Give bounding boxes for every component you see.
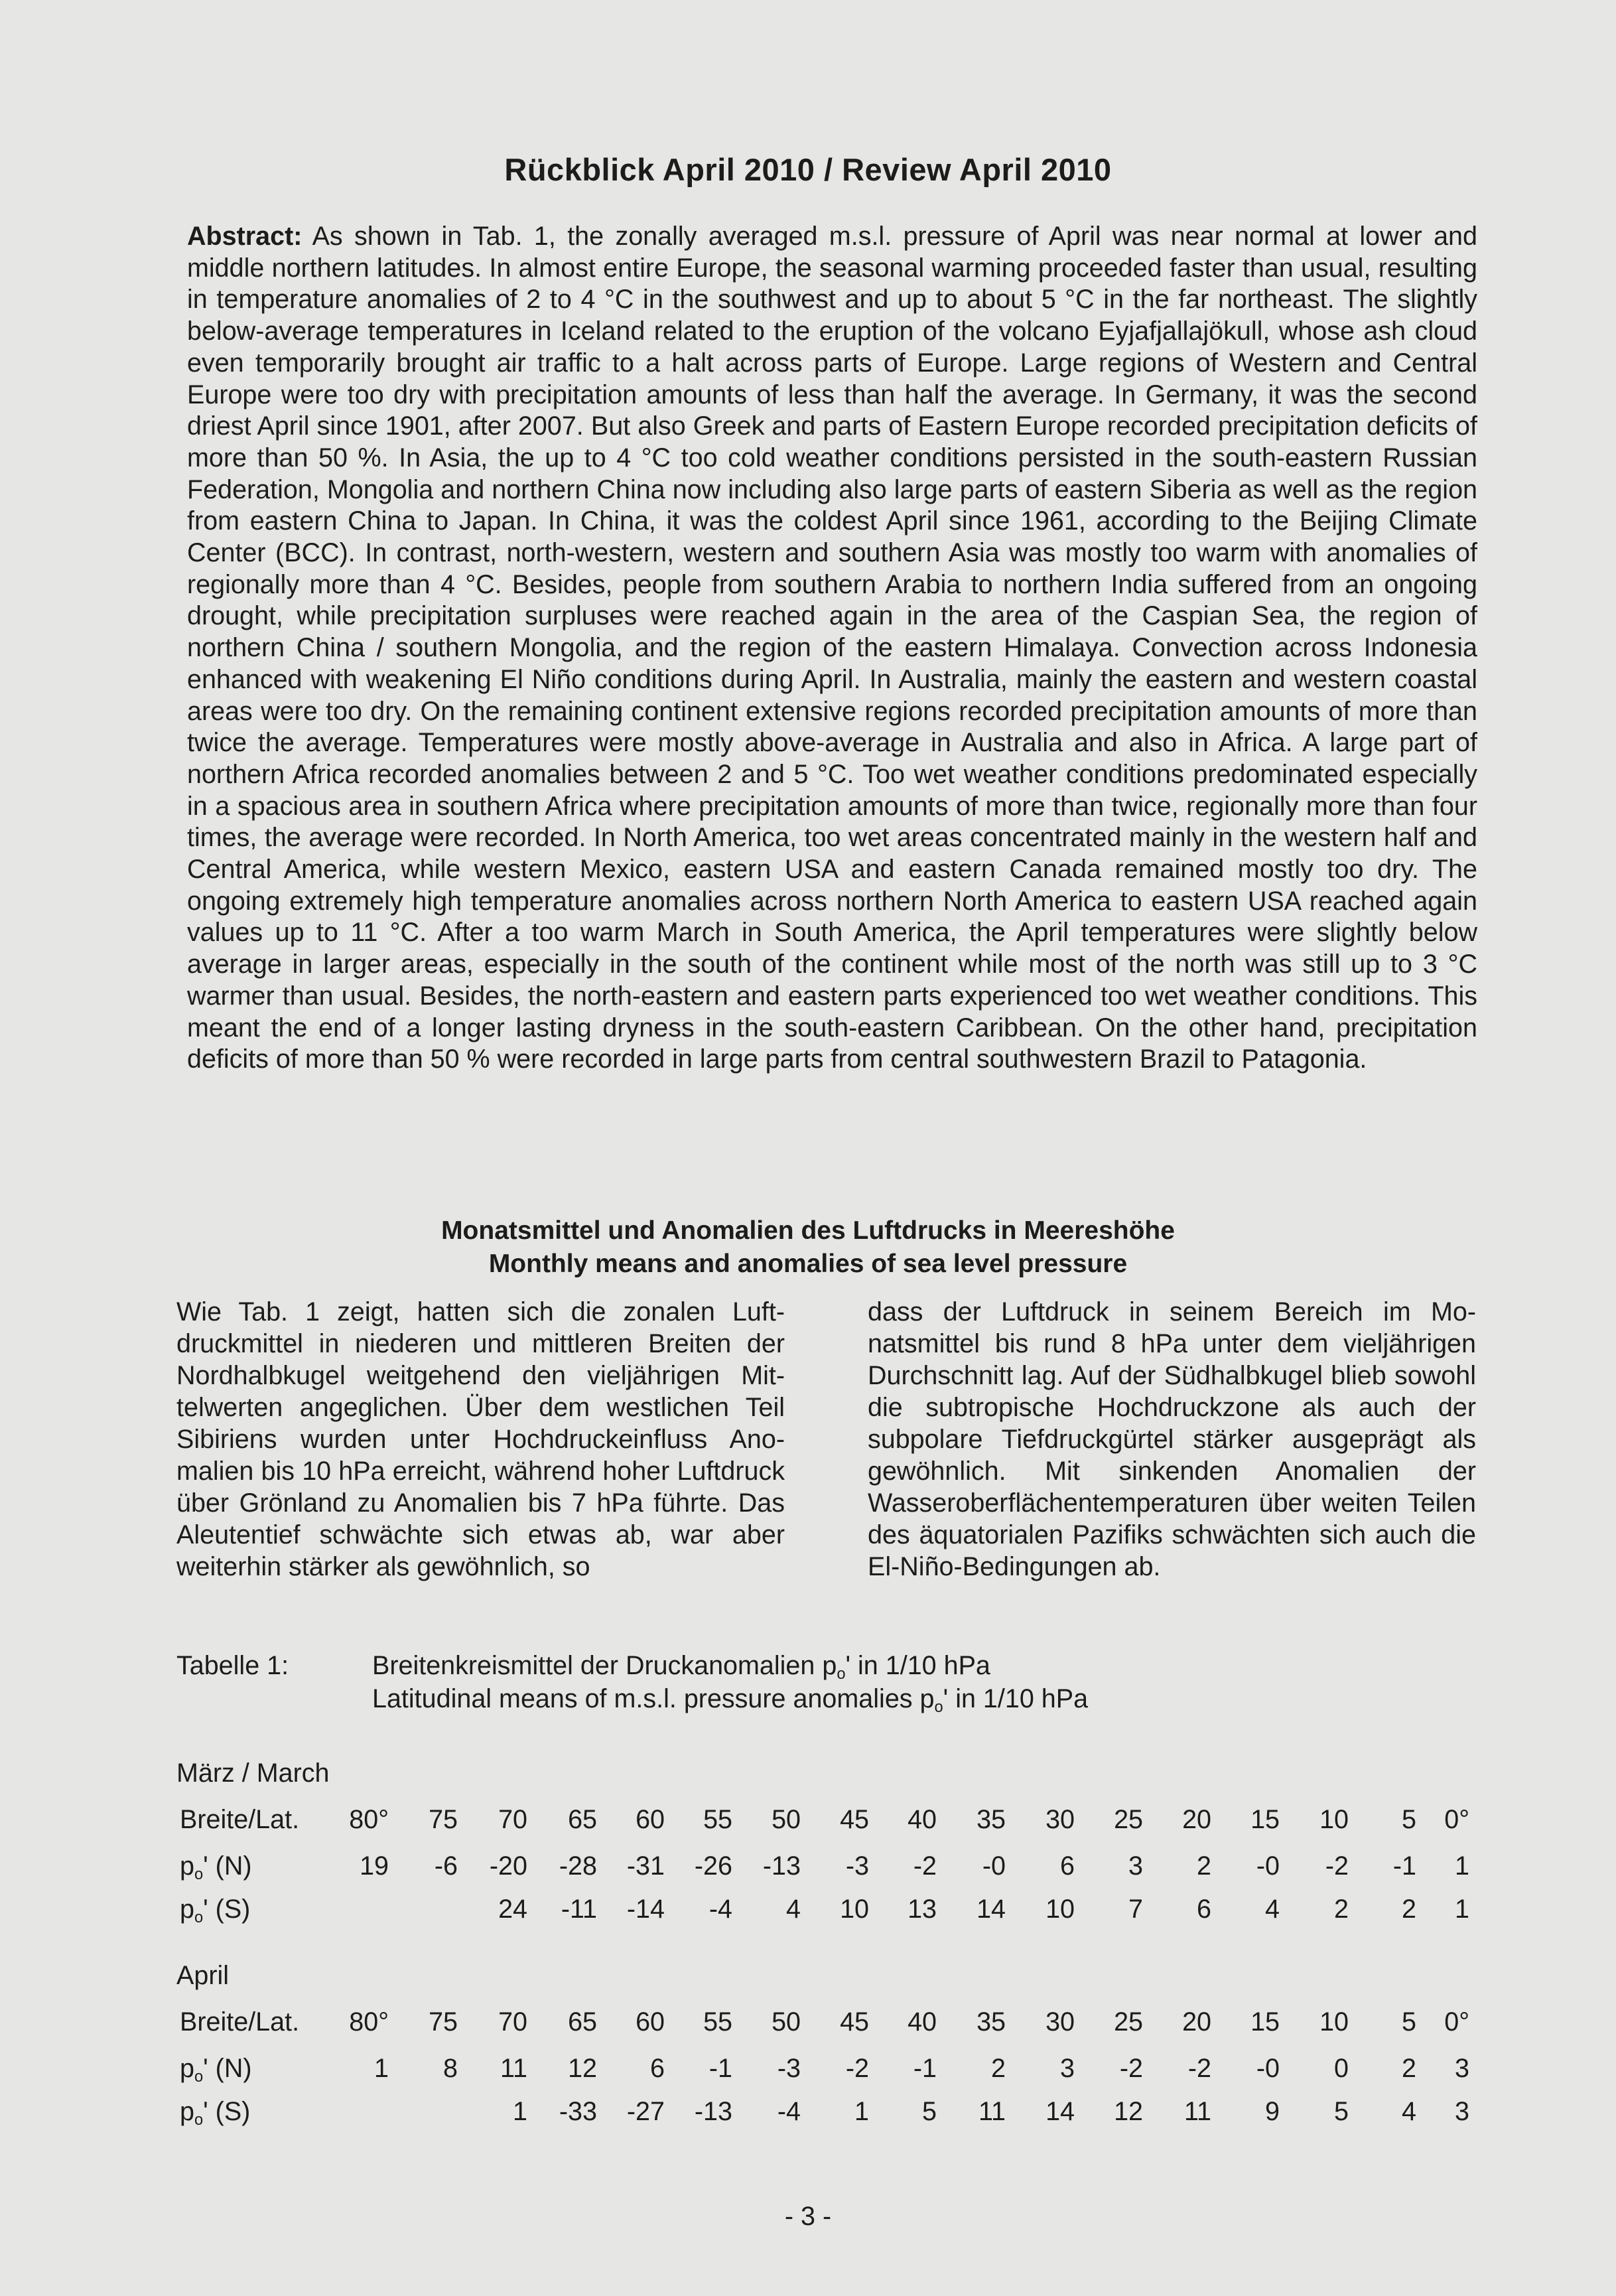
table-cell: 50 <box>772 1805 801 1834</box>
table-cell: 3 <box>1455 2054 1469 2083</box>
page-number: - 3 - <box>784 2202 832 2231</box>
row-header: $p_o'$ (S) <box>180 2097 251 2129</box>
table-row-s <box>0 2097 1616 2130</box>
table-cell: 60 <box>636 2007 665 2037</box>
table-cell: 0° <box>1444 1805 1469 1834</box>
table-cell: 20 <box>1182 1805 1211 1834</box>
table-cell: -13 <box>762 1851 801 1881</box>
table-cell: 4 <box>786 1895 801 1924</box>
table-cell: 11 <box>1183 2097 1211 2126</box>
table-cell: 70 <box>498 2007 527 2037</box>
table-cell: 11 <box>978 2097 1006 2126</box>
row-header: $p_o'$ (S) <box>180 1895 251 1927</box>
abstract <box>187 221 1477 1076</box>
table-cell: 4 <box>1402 2097 1416 2126</box>
table-block-label: März / March <box>176 1758 330 1788</box>
table-cell: -1 <box>913 2054 937 2083</box>
abstract-label: Abstract: <box>187 222 303 251</box>
table-cell: 35 <box>976 1805 1006 1834</box>
table-cell: -3 <box>777 2054 801 2083</box>
table-cell: 10 <box>1319 1805 1349 1834</box>
section-heading-de: Monatsmittel und Anomalien des Luftdrucks in Meereshöhe <box>441 1216 1175 1245</box>
row-header: $p_o'$ (N) <box>180 2054 252 2086</box>
table-cell: -0 <box>1256 1851 1280 1881</box>
abstract-text: As shown in Tab. 1, the zonally averaged m.s.l. pressure of April was near normal at lower and middle northern latitudes. In almost entire Europe, the seasonal warming proceeded faster than usual, resulting in temperature anomalies of 2 to 4 °C in the southwest and up to about 5 °C in the far northeast. The slightly below-average temperatures in Iceland related to the eruption of the volcano Eyjafjallajökull, whose ash cloud even temporarily brought air traffic to a halt across parts of Europe. Large regions of Western and Central Europe were too dry with precipitation amounts of less than half the average. In Germany, it was the second driest April since 1901, after 2007. But also Greek and parts of Eastern Europe recorded precipitation deficits of more than 50 %. In Asia, the up to 4 °C too cold weather conditions persisted in the south-eastern Russian Federation, Mongolia and northern China now including also large parts of eastern Siberia as well as the region from eastern China to Japan. In China, it was the coldest April since 1961, according to the Beijing Climate Center (BCC). In contrast, north-western, western and southern Asia was mostly too warm with anomalies of regionally more than 4 °C. Besides, people from southern Arabia to northern India suffered from an ongoing drought, while precipitation surpluses were reached again in the area of the Caspian Sea, the region of northern China / southern Mongolia, and the region of the eastern Himalaya. Convection across Indonesia enhanced with weakening El Niño conditions during April. In Australia, mainly the eastern and western coastal areas were too dry. On the remaining continent extensive regions recorded precipitation amounts of more than twice the average. Temperatures were mostly above-average in Australia and also in Africa. A large part of northern Africa recorded anomalies between 2 and 5 °C. Too wet weather conditions predominated especially in a spacious area in southern Africa where precipitation amounts of more than twice, regionally more than four times, the average were recorded. In North America, too wet areas concentrated mainly in the western half and Central America, while western Mexico, eastern USA and eastern Canada remained mostly too dry. The ongoing extremely high temperature anomalies across northern North America to eastern USA reached again values up to 11 °C. After a too warm March in South America, the April temperatures were slightly below average in larger areas, especially in the south of the continent while most of the north was still up to 3 °C warmer than usual. Besides, the north-eastern and eastern parts experienced too wet weather conditions. This meant the end of a longer lasting dryness in the south-eastern Caribbean. On the other hand, precipitation deficits of more than 50 % were recorded in large parts from central southwestern Brazil to Patagonia. <box>187 222 1477 1074</box>
table-cell: 3 <box>1455 2097 1469 2126</box>
table-cell: -4 <box>777 2097 801 2126</box>
table-cell: 2 <box>1402 2054 1416 2083</box>
table-cell: 2 <box>991 2054 1006 2083</box>
table-cell: -4 <box>708 1895 732 1924</box>
table-cell: -2 <box>913 1851 937 1881</box>
table-cell: 25 <box>1114 1805 1143 1834</box>
table-cell: 80° <box>349 2007 389 2037</box>
table-cell: 10 <box>1045 1895 1075 1924</box>
table-cell: -26 <box>694 1851 732 1881</box>
table-row-n <box>0 1851 1616 1885</box>
table-cell: 5 <box>922 2097 937 2126</box>
table-cell: -13 <box>694 2097 732 2126</box>
table-cell: 75 <box>429 1805 458 1834</box>
table-cell: 45 <box>840 1805 869 1834</box>
table-cell: 0° <box>1444 2007 1469 2037</box>
table-cell: 15 <box>1250 2007 1280 2037</box>
table-cell: 2 <box>1334 1895 1349 1924</box>
table-label: Tabelle 1: <box>176 1651 289 1680</box>
table-cell: 1 <box>854 2097 869 2126</box>
table-cell: 12 <box>1114 2097 1143 2126</box>
table-row-n <box>0 2054 1616 2087</box>
table-caption-en: Latitudinal means of m.s.l. pressure anomalies $p_o'$ in 1/10 hPa <box>372 1684 1089 1717</box>
table-cell: -1 <box>1392 1851 1416 1881</box>
table-cell: 65 <box>568 1805 597 1834</box>
table-cell: -28 <box>559 1851 597 1881</box>
row-header: Breite/Lat. <box>180 1805 300 1834</box>
table-caption-de: Breitenkreismittel der Druckanomalien $p_o'$ in 1/10 hPa <box>372 1651 990 1684</box>
table-cell: 75 <box>429 2007 458 2037</box>
table-cell: -11 <box>561 1895 597 1924</box>
table-cell: 2 <box>1402 1895 1416 1924</box>
table-cell: 35 <box>976 2007 1006 2037</box>
table-cell: -0 <box>1256 2054 1280 2083</box>
table-cell: -2 <box>1325 1851 1349 1881</box>
table-cell: 6 <box>1060 1851 1075 1881</box>
section-heading-en: Monthly means and anomalies of sea level pressure <box>488 1250 1128 1278</box>
table-cell: 2 <box>1197 1851 1211 1881</box>
table-cell: 3 <box>1128 1851 1143 1881</box>
section-heading <box>0 1214 1616 1281</box>
table-cell: 65 <box>568 2007 597 2037</box>
table-block-label: April <box>176 1961 230 1990</box>
table-cell: 19 <box>360 1851 389 1881</box>
table-cell: 5 <box>1402 2007 1416 2037</box>
table-cell: -6 <box>434 1851 458 1881</box>
table-caption <box>372 1649 1088 1715</box>
table-row-s <box>0 1895 1616 1928</box>
table-cell: 1 <box>513 2097 527 2126</box>
table-cell: 14 <box>976 1895 1006 1924</box>
table-cell: 45 <box>840 2007 869 2037</box>
table-row-lat <box>0 1805 1616 1838</box>
table-cell: 55 <box>703 1805 732 1834</box>
table-cell: 55 <box>703 2007 732 2037</box>
table-cell: 20 <box>1182 2007 1211 2037</box>
table-cell: -2 <box>1119 2054 1143 2083</box>
table-cell: 50 <box>772 2007 801 2037</box>
table-cell: -33 <box>559 2097 597 2126</box>
row-header: Breite/Lat. <box>180 2007 300 2037</box>
table-cell: 40 <box>908 1805 937 1834</box>
body-column-left: Wie Tab. 1 zeigt, hatten sich die zonalen Luftdruckmittel in niederen und mittleren Breiten der Nordhalbkugel weitgehend den vieljährigen Mittelwerten angeglichen. Über dem westlichen Teil Sibiriens wurden unter Hochdruckeinfluss Anomalien bis 10 hPa erreicht, während hoher Luftdruck über Grönland zu Anomalien bis 7 hPa führte. Das Aleutentief schwächte sich etwas ab, war aber weiterhin stärker als gewöhnlich, so <box>176 1297 785 1581</box>
table-cell: 10 <box>840 1895 869 1924</box>
table-cell: 6 <box>1197 1895 1211 1924</box>
table-cell: 14 <box>1045 2097 1075 2126</box>
table-cell: -0 <box>982 1851 1006 1881</box>
table-cell: 6 <box>650 2054 665 2083</box>
table-cell: 8 <box>443 2054 458 2083</box>
table-cell: 3 <box>1060 2054 1075 2083</box>
table-cell: 13 <box>908 1895 937 1924</box>
table-cell: -2 <box>845 2054 869 2083</box>
table-cell: -27 <box>626 2097 665 2126</box>
table-cell: 12 <box>568 2054 597 2083</box>
table-cell: -14 <box>626 1895 665 1924</box>
table-cell: 11 <box>500 2054 527 2083</box>
table-cell: 4 <box>1265 1895 1280 1924</box>
table-cell: 1 <box>374 2054 389 2083</box>
table-cell: -3 <box>845 1851 869 1881</box>
table-cell: 15 <box>1250 1805 1280 1834</box>
page-title: Rückblick April 2010 / Review April 2010 <box>504 152 1112 187</box>
body-column-right: dass der Luftdruck in seinem Bereich im Monatsmittel bis rund 8 hPa unter dem vieljährigen Durchschnitt lag. Auf der Südhalbkugel blieb sowohl die subtropische Hochdruckzone als auch der subpolare Tiefdruckgürtel stärker ausgeprägt als gewöhnlich. Mit sinkenden Anomalien der Wasseroberflächentemperaturen über weiten Teilen des äquatorialen Pazifiks schwächten sich auch die El-Niño-Bedingungen ab. <box>868 1297 1476 1581</box>
table-cell: -2 <box>1187 2054 1211 2083</box>
table-cell: -20 <box>489 1851 527 1881</box>
table-cell: 24 <box>498 1895 527 1924</box>
table-cell: 40 <box>908 2007 937 2037</box>
row-header: $p_o'$ (N) <box>180 1851 252 1884</box>
table-row-lat <box>0 2007 1616 2041</box>
table-cell: -1 <box>708 2054 732 2083</box>
table-cell: 60 <box>636 1805 665 1834</box>
table-cell: 30 <box>1045 1805 1075 1834</box>
table-cell: 5 <box>1402 1805 1416 1834</box>
table-cell: 5 <box>1334 2097 1349 2126</box>
table-cell: -31 <box>626 1851 665 1881</box>
table-cell: 10 <box>1319 2007 1349 2037</box>
table-cell: 0 <box>1334 2054 1349 2083</box>
table-cell: 70 <box>498 1805 527 1834</box>
table-cell: 1 <box>1455 1851 1469 1881</box>
table-cell: 7 <box>1128 1895 1143 1924</box>
table-cell: 9 <box>1265 2097 1280 2126</box>
table-cell: 30 <box>1045 2007 1075 2037</box>
table-cell: 25 <box>1114 2007 1143 2037</box>
table-cell: 80° <box>349 1805 389 1834</box>
table-cell: 1 <box>1455 1895 1469 1924</box>
